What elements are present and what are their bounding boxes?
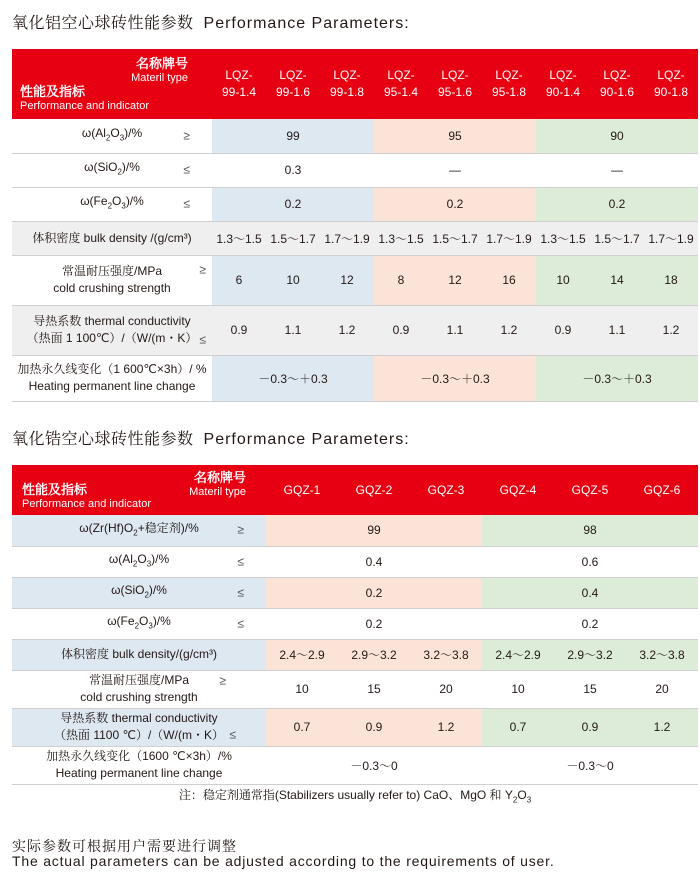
alumina-col-header: LQZ- 90-1.4 <box>536 49 590 119</box>
table-cell: 0.2 <box>266 577 482 608</box>
table-cell: 1.3～1.5 <box>536 221 590 255</box>
row-label-fe2o3: $\omega(Fe_2O_3)/\%$ ≤ <box>12 608 266 639</box>
alumina-col-header: LQZ- 99-1.6 <box>266 49 320 119</box>
alumina-indicator-en: Performance and indicator <box>20 100 150 112</box>
table-cell: 0.7 <box>266 708 338 746</box>
zirconia-col-header: GQZ-4 <box>482 465 554 515</box>
table-cell: 0.9 <box>554 708 626 746</box>
table-row <box>12 608 698 639</box>
table-row <box>12 221 698 255</box>
table-cell: 1.7～1.9 <box>482 221 536 255</box>
table-cell: 18 <box>644 255 698 305</box>
zirconia-col-header: GQZ-1 <box>266 465 338 515</box>
table-cell: 0.2 <box>536 187 698 221</box>
alumina-col-header: LQZ- 99-1.8 <box>320 49 374 119</box>
alumina-col-header: LQZ- 95-1.6 <box>428 49 482 119</box>
table-cell: 14 <box>590 255 644 305</box>
alumina-indicator-cn: 性能及指标 <box>20 84 86 99</box>
table-cell: 0.2 <box>266 608 482 639</box>
zirconia-col-header: GQZ-5 <box>554 465 626 515</box>
table-row <box>12 546 698 577</box>
row-label-al2o3: $\omega(Al_2O_3)/\%$ ≥ <box>12 119 212 153</box>
table-cell: 0.9 <box>374 305 428 355</box>
zirconia-indicator-en: Performance and indicator <box>22 498 152 510</box>
row-label-heating: 加热永久线变化（1 600℃×3h）/ % Heating permanent line change <box>12 355 212 401</box>
table-cell: 0.2 <box>482 608 698 639</box>
row-label-density: 体积密度 bulk density /(g/cm³) <box>12 221 212 255</box>
table-cell: 0.9 <box>212 305 266 355</box>
table-cell: 1.2 <box>626 708 698 746</box>
table-cell: －0.3～＋0.3 <box>536 355 698 401</box>
table-row <box>12 153 698 187</box>
table-cell: 0.2 <box>212 187 374 221</box>
table-row <box>12 670 698 708</box>
table-row <box>12 708 698 746</box>
table-cell: 1.3～1.5 <box>374 221 428 255</box>
zirconia-title <box>12 426 410 449</box>
alumina-table <box>12 49 698 402</box>
alumina-header-corner <box>12 49 212 119</box>
zirconia-title-cn: 氧化锆空心球砖性能参数 <box>12 431 194 448</box>
zirconia-indicator-cn: 性能及指标 <box>22 482 88 497</box>
table-cell: 0.2 <box>374 187 536 221</box>
table-cell: 95 <box>374 119 536 153</box>
table-cell: 1.3～1.5 <box>212 221 266 255</box>
table-cell: 1.7～1.9 <box>320 221 374 255</box>
table-cell: 6 <box>212 255 266 305</box>
table-cell: 1.2 <box>410 708 482 746</box>
table-cell: －0.3～＋0.3 <box>212 355 374 401</box>
zirconia-col-header: GQZ-2 <box>338 465 410 515</box>
row-label-density: 体积密度 bulk density/(g/cm³) <box>12 639 266 670</box>
table-cell: 1.1 <box>590 305 644 355</box>
alumina-col-header: LQZ- 90-1.8 <box>644 49 698 119</box>
table-row <box>12 746 698 784</box>
alumina-header-row <box>12 49 698 119</box>
table-cell: 1.1 <box>266 305 320 355</box>
table-row <box>12 119 698 153</box>
table-cell: 1.5～1.7 <box>590 221 644 255</box>
alumina-material-cn: 名称牌号 <box>135 56 188 71</box>
alumina-material-en: Materil type <box>131 72 188 84</box>
table-cell: 2.4～2.9 <box>266 639 338 670</box>
table-cell: 10 <box>266 670 338 708</box>
table-cell: 10 <box>536 255 590 305</box>
row-label-al2o3: $\omega(Al_2O_3)/\%$ ≤ <box>12 546 266 577</box>
table-row <box>12 515 698 546</box>
table-cell: 20 <box>410 670 482 708</box>
table-cell: 15 <box>338 670 410 708</box>
table-cell: 99 <box>266 515 482 546</box>
table-cell: 1.5～1.7 <box>428 221 482 255</box>
table-cell: 0.4 <box>482 577 698 608</box>
stabilizer-note: 注：稳定剂通常指(Stabilizers usually refer to) CaO、MgO 和 $Y_2O_3$ <box>178 788 532 805</box>
row-label-heating: 加热永久线变化（1600 ℃×3h）/% Heating permanent line change <box>12 746 266 784</box>
zirconia-title-en: Performance Parameters: <box>203 431 410 448</box>
table-cell: 2.9～3.2 <box>554 639 626 670</box>
table-cell: 16 <box>482 255 536 305</box>
footer-note-cn: 实际参数可根据用户需要进行调整 <box>12 838 237 854</box>
table-cell: －0.3～0 <box>266 746 482 784</box>
table-cell: — <box>536 153 698 187</box>
zirconia-material-cn: 名称牌号 <box>193 470 246 485</box>
table-row <box>12 355 698 401</box>
table-cell: 0.9 <box>338 708 410 746</box>
table-cell: －0.3～0 <box>482 746 698 784</box>
table-row <box>12 187 698 221</box>
alumina-title-en: Performance Parameters: <box>203 15 410 32</box>
zirconia-material-en: Materil type <box>189 486 246 498</box>
zirconia-header-row <box>12 465 698 515</box>
alumina-title <box>12 10 410 33</box>
alumina-col-header: LQZ- 95-1.4 <box>374 49 428 119</box>
table-cell: 99 <box>212 119 374 153</box>
table-cell: 0.7 <box>482 708 554 746</box>
table-cell: 3.2～3.8 <box>626 639 698 670</box>
table-cell: 10 <box>266 255 320 305</box>
alumina-col-header: LQZ- 90-1.6 <box>590 49 644 119</box>
row-label-crushing: 常温耐压强度/MPa cold crushing strength ≥ <box>12 255 212 305</box>
row-label-crushing: 常温耐压强度/MPa cold crushing strength ≥ <box>12 670 266 708</box>
zirconia-col-header: GQZ-3 <box>410 465 482 515</box>
table-cell: －0.3～＋0.3 <box>374 355 536 401</box>
table-row <box>12 577 698 608</box>
table-cell: 3.2～3.8 <box>410 639 482 670</box>
table-cell: 10 <box>482 670 554 708</box>
zirconia-table <box>12 465 698 785</box>
table-cell: 0.3 <box>212 153 374 187</box>
table-cell: 2.4～2.9 <box>482 639 554 670</box>
alumina-title-cn: 氧化铝空心球砖性能参数 <box>12 15 194 32</box>
table-cell: 2.9～3.2 <box>338 639 410 670</box>
row-label-thermal: 导热系数 thermal conductivity （热面 1100 ℃）/（W/(m・K） ≤ <box>12 708 266 746</box>
alumina-col-header: LQZ- 99-1.4 <box>212 49 266 119</box>
table-cell: 8 <box>374 255 428 305</box>
row-label-sio2: ω(SiO$_2$)/% ≤ <box>12 153 212 187</box>
table-row <box>12 639 698 670</box>
table-cell: 90 <box>536 119 698 153</box>
row-label-fe2o3: $\omega(Fe_2O_3)/\%$ ≤ <box>12 187 212 221</box>
table-cell: 0.6 <box>482 546 698 577</box>
table-cell: 1.1 <box>428 305 482 355</box>
alumina-col-header: LQZ- 95-1.8 <box>482 49 536 119</box>
table-cell: 1.2 <box>482 305 536 355</box>
table-cell: 98 <box>482 515 698 546</box>
table-cell: 1.2 <box>320 305 374 355</box>
table-cell: 12 <box>428 255 482 305</box>
table-cell: 1.7～1.9 <box>644 221 698 255</box>
row-label-sio2: ω(SiO$_2$)/% ≤ <box>12 577 266 608</box>
table-cell: 0.4 <box>266 546 482 577</box>
row-label-thermal: 导热系数 thermal conductivity （热面 1 100℃）/（W/(m・K） ≤ <box>12 305 212 355</box>
table-cell: 0.9 <box>536 305 590 355</box>
table-row <box>12 305 698 355</box>
table-cell: 20 <box>626 670 698 708</box>
table-cell: 15 <box>554 670 626 708</box>
table-row <box>12 255 698 305</box>
zirconia-col-header: GQZ-6 <box>626 465 698 515</box>
table-cell: 12 <box>320 255 374 305</box>
table-cell: — <box>374 153 536 187</box>
row-label-zro2: $\omega(Zr(Hf)O_2+$稳定剂)/% ≥ <box>12 515 266 546</box>
table-cell: 1.2 <box>644 305 698 355</box>
zirconia-header-corner <box>12 465 266 515</box>
table-cell: 1.5～1.7 <box>266 221 320 255</box>
footer-note-en: The actual parameters can be adjusted according to the requirements of user. <box>12 853 555 869</box>
